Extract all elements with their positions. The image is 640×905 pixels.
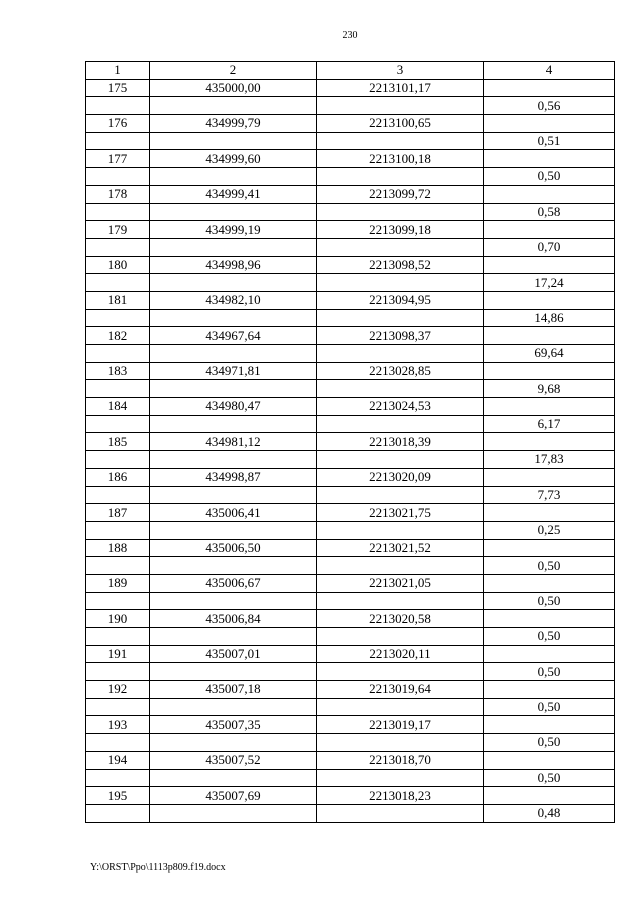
- table-row-distance: [86, 203, 615, 221]
- table-row-distance: [86, 698, 615, 716]
- empty-cell: [86, 132, 150, 150]
- empty-cell: [317, 521, 484, 539]
- y-coordinate-cell: 2213098,37: [317, 327, 484, 345]
- empty-cell: [484, 79, 615, 97]
- y-coordinate-cell: 2213028,85: [317, 362, 484, 380]
- table-body: [86, 79, 615, 822]
- table-row-distance: [86, 557, 615, 575]
- empty-cell: [317, 804, 484, 822]
- table-row-distance: [86, 451, 615, 469]
- y-coordinate-cell: 2213101,17: [317, 79, 484, 97]
- empty-cell: [86, 380, 150, 398]
- empty-cell: [150, 97, 317, 115]
- empty-cell: [484, 574, 615, 592]
- table-row-distance: [86, 168, 615, 186]
- empty-cell: [317, 132, 484, 150]
- table-row-distance: [86, 309, 615, 327]
- empty-cell: [484, 327, 615, 345]
- point-number-cell: 192: [86, 681, 150, 699]
- empty-cell: [86, 168, 150, 186]
- distance-cell: 0,50: [484, 168, 615, 186]
- table-row-distance: [86, 345, 615, 363]
- distance-cell: 14,86: [484, 309, 615, 327]
- point-number-cell: 181: [86, 291, 150, 309]
- empty-cell: [317, 168, 484, 186]
- column-header-1: 1: [86, 62, 150, 80]
- empty-cell: [150, 628, 317, 646]
- table-row: [86, 716, 615, 734]
- empty-cell: [86, 309, 150, 327]
- empty-cell: [317, 734, 484, 752]
- table-row-distance: [86, 415, 615, 433]
- table-row-distance: [86, 734, 615, 752]
- empty-cell: [150, 203, 317, 221]
- y-coordinate-cell: 2213021,75: [317, 504, 484, 522]
- empty-cell: [150, 132, 317, 150]
- table-row: [86, 787, 615, 805]
- distance-cell: 0,50: [484, 628, 615, 646]
- table-row: [86, 398, 615, 416]
- distance-cell: 0,50: [484, 592, 615, 610]
- empty-cell: [484, 115, 615, 133]
- empty-cell: [86, 734, 150, 752]
- x-coordinate-cell: 435000,00: [150, 79, 317, 97]
- table-row: [86, 468, 615, 486]
- empty-cell: [86, 97, 150, 115]
- point-number-cell: 185: [86, 433, 150, 451]
- empty-cell: [484, 504, 615, 522]
- empty-cell: [86, 238, 150, 256]
- y-coordinate-cell: 2213018,70: [317, 751, 484, 769]
- empty-cell: [150, 592, 317, 610]
- point-number-cell: 193: [86, 716, 150, 734]
- distance-cell: 0,70: [484, 238, 615, 256]
- empty-cell: [150, 804, 317, 822]
- empty-cell: [317, 698, 484, 716]
- y-coordinate-cell: 2213020,09: [317, 468, 484, 486]
- table-row-distance: [86, 274, 615, 292]
- empty-cell: [86, 203, 150, 221]
- y-coordinate-cell: 2213021,05: [317, 574, 484, 592]
- x-coordinate-cell: 435006,67: [150, 574, 317, 592]
- table-row-distance: [86, 132, 615, 150]
- empty-cell: [86, 628, 150, 646]
- empty-cell: [150, 557, 317, 575]
- distance-cell: 6,17: [484, 415, 615, 433]
- empty-cell: [86, 592, 150, 610]
- empty-cell: [484, 185, 615, 203]
- empty-cell: [150, 309, 317, 327]
- empty-cell: [317, 415, 484, 433]
- y-coordinate-cell: 2213019,64: [317, 681, 484, 699]
- distance-cell: 0,56: [484, 97, 615, 115]
- x-coordinate-cell: 435007,35: [150, 716, 317, 734]
- y-coordinate-cell: 2213020,11: [317, 645, 484, 663]
- footer-file-path: Y:\ORST\Ppo\1113p809.f19.docx: [90, 862, 226, 873]
- empty-cell: [150, 380, 317, 398]
- empty-cell: [86, 274, 150, 292]
- column-header-2: 2: [150, 62, 317, 80]
- point-number-cell: 179: [86, 221, 150, 239]
- x-coordinate-cell: 434999,79: [150, 115, 317, 133]
- distance-cell: 0,50: [484, 663, 615, 681]
- empty-cell: [86, 345, 150, 363]
- empty-cell: [86, 804, 150, 822]
- table-header-row: [86, 62, 615, 80]
- empty-cell: [317, 628, 484, 646]
- empty-cell: [317, 97, 484, 115]
- table-row: [86, 115, 615, 133]
- y-coordinate-cell: 2213094,95: [317, 291, 484, 309]
- table-row: [86, 610, 615, 628]
- point-number-cell: 182: [86, 327, 150, 345]
- empty-cell: [484, 751, 615, 769]
- empty-cell: [86, 521, 150, 539]
- y-coordinate-cell: 2213099,72: [317, 185, 484, 203]
- empty-cell: [484, 150, 615, 168]
- point-number-cell: 195: [86, 787, 150, 805]
- point-number-cell: 175: [86, 79, 150, 97]
- table-row-distance: [86, 628, 615, 646]
- empty-cell: [484, 468, 615, 486]
- empty-cell: [150, 345, 317, 363]
- empty-cell: [150, 663, 317, 681]
- empty-cell: [150, 486, 317, 504]
- table-row: [86, 185, 615, 203]
- table-row: [86, 539, 615, 557]
- empty-cell: [484, 398, 615, 416]
- empty-cell: [86, 415, 150, 433]
- x-coordinate-cell: 434981,12: [150, 433, 317, 451]
- empty-cell: [317, 557, 484, 575]
- y-coordinate-cell: 2213100,65: [317, 115, 484, 133]
- x-coordinate-cell: 434980,47: [150, 398, 317, 416]
- empty-cell: [150, 521, 317, 539]
- distance-cell: 7,73: [484, 486, 615, 504]
- empty-cell: [150, 451, 317, 469]
- column-header-3: 3: [317, 62, 484, 80]
- table-row-distance: [86, 769, 615, 787]
- empty-cell: [317, 486, 484, 504]
- empty-cell: [484, 610, 615, 628]
- point-number-cell: 180: [86, 256, 150, 274]
- table-row: [86, 291, 615, 309]
- empty-cell: [317, 203, 484, 221]
- y-coordinate-cell: 2213018,23: [317, 787, 484, 805]
- empty-cell: [484, 221, 615, 239]
- table-row: [86, 645, 615, 663]
- empty-cell: [86, 769, 150, 787]
- y-coordinate-cell: 2213019,17: [317, 716, 484, 734]
- empty-cell: [317, 451, 484, 469]
- table-row-distance: [86, 380, 615, 398]
- distance-cell: 0,48: [484, 804, 615, 822]
- empty-cell: [484, 645, 615, 663]
- x-coordinate-cell: 434999,60: [150, 150, 317, 168]
- point-number-cell: 188: [86, 539, 150, 557]
- empty-cell: [317, 663, 484, 681]
- table-row-distance: [86, 97, 615, 115]
- empty-cell: [484, 539, 615, 557]
- x-coordinate-cell: 434971,81: [150, 362, 317, 380]
- point-number-cell: 184: [86, 398, 150, 416]
- point-number-cell: 186: [86, 468, 150, 486]
- empty-cell: [317, 309, 484, 327]
- table-row-distance: [86, 804, 615, 822]
- distance-cell: 0,50: [484, 557, 615, 575]
- empty-cell: [484, 681, 615, 699]
- table-row: [86, 221, 615, 239]
- point-number-cell: 183: [86, 362, 150, 380]
- distance-cell: 0,58: [484, 203, 615, 221]
- distance-cell: 0,50: [484, 769, 615, 787]
- empty-cell: [86, 451, 150, 469]
- empty-cell: [484, 716, 615, 734]
- distance-cell: 69,64: [484, 345, 615, 363]
- distance-cell: 0,25: [484, 521, 615, 539]
- x-coordinate-cell: 434999,19: [150, 221, 317, 239]
- empty-cell: [317, 274, 484, 292]
- table-row-distance: [86, 592, 615, 610]
- empty-cell: [86, 698, 150, 716]
- x-coordinate-cell: 435006,84: [150, 610, 317, 628]
- empty-cell: [317, 380, 484, 398]
- point-number-cell: 187: [86, 504, 150, 522]
- empty-cell: [150, 274, 317, 292]
- distance-cell: 17,83: [484, 451, 615, 469]
- table-row: [86, 362, 615, 380]
- empty-cell: [317, 238, 484, 256]
- table-row-distance: [86, 663, 615, 681]
- empty-cell: [150, 168, 317, 186]
- y-coordinate-cell: 2213024,53: [317, 398, 484, 416]
- x-coordinate-cell: 434998,87: [150, 468, 317, 486]
- x-coordinate-cell: 435007,01: [150, 645, 317, 663]
- x-coordinate-cell: 434967,64: [150, 327, 317, 345]
- table-row: [86, 79, 615, 97]
- empty-cell: [150, 238, 317, 256]
- y-coordinate-cell: 2213099,18: [317, 221, 484, 239]
- empty-cell: [484, 291, 615, 309]
- empty-cell: [86, 557, 150, 575]
- table-row-distance: [86, 238, 615, 256]
- empty-cell: [484, 256, 615, 274]
- x-coordinate-cell: 435006,50: [150, 539, 317, 557]
- x-coordinate-cell: 435007,69: [150, 787, 317, 805]
- empty-cell: [317, 769, 484, 787]
- distance-cell: 0,51: [484, 132, 615, 150]
- distance-cell: 0,50: [484, 698, 615, 716]
- point-number-cell: 176: [86, 115, 150, 133]
- empty-cell: [484, 787, 615, 805]
- x-coordinate-cell: 435007,52: [150, 751, 317, 769]
- table-row: [86, 433, 615, 451]
- table-row: [86, 751, 615, 769]
- point-number-cell: 191: [86, 645, 150, 663]
- page-number: 230: [342, 30, 358, 41]
- table-row-distance: [86, 486, 615, 504]
- y-coordinate-cell: 2213020,58: [317, 610, 484, 628]
- point-number-cell: 177: [86, 150, 150, 168]
- table-row: [86, 504, 615, 522]
- empty-cell: [150, 415, 317, 433]
- x-coordinate-cell: 435006,41: [150, 504, 317, 522]
- column-header-4: 4: [484, 62, 615, 80]
- distance-cell: 17,24: [484, 274, 615, 292]
- empty-cell: [86, 663, 150, 681]
- distance-cell: 0,50: [484, 734, 615, 752]
- distance-cell: 9,68: [484, 380, 615, 398]
- empty-cell: [484, 362, 615, 380]
- table-row: [86, 681, 615, 699]
- y-coordinate-cell: 2213018,39: [317, 433, 484, 451]
- table-row: [86, 150, 615, 168]
- table-row: [86, 256, 615, 274]
- table-row: [86, 574, 615, 592]
- x-coordinate-cell: 435007,18: [150, 681, 317, 699]
- point-number-cell: 194: [86, 751, 150, 769]
- empty-cell: [150, 769, 317, 787]
- empty-cell: [86, 486, 150, 504]
- y-coordinate-cell: 2213021,52: [317, 539, 484, 557]
- table-row: [86, 327, 615, 345]
- y-coordinate-cell: 2213100,18: [317, 150, 484, 168]
- coordinates-table: [85, 61, 615, 823]
- y-coordinate-cell: 2213098,52: [317, 256, 484, 274]
- empty-cell: [484, 433, 615, 451]
- empty-cell: [150, 698, 317, 716]
- x-coordinate-cell: 434982,10: [150, 291, 317, 309]
- point-number-cell: 189: [86, 574, 150, 592]
- point-number-cell: 178: [86, 185, 150, 203]
- empty-cell: [317, 592, 484, 610]
- x-coordinate-cell: 434998,96: [150, 256, 317, 274]
- x-coordinate-cell: 434999,41: [150, 185, 317, 203]
- empty-cell: [317, 345, 484, 363]
- table-row-distance: [86, 521, 615, 539]
- empty-cell: [150, 734, 317, 752]
- point-number-cell: 190: [86, 610, 150, 628]
